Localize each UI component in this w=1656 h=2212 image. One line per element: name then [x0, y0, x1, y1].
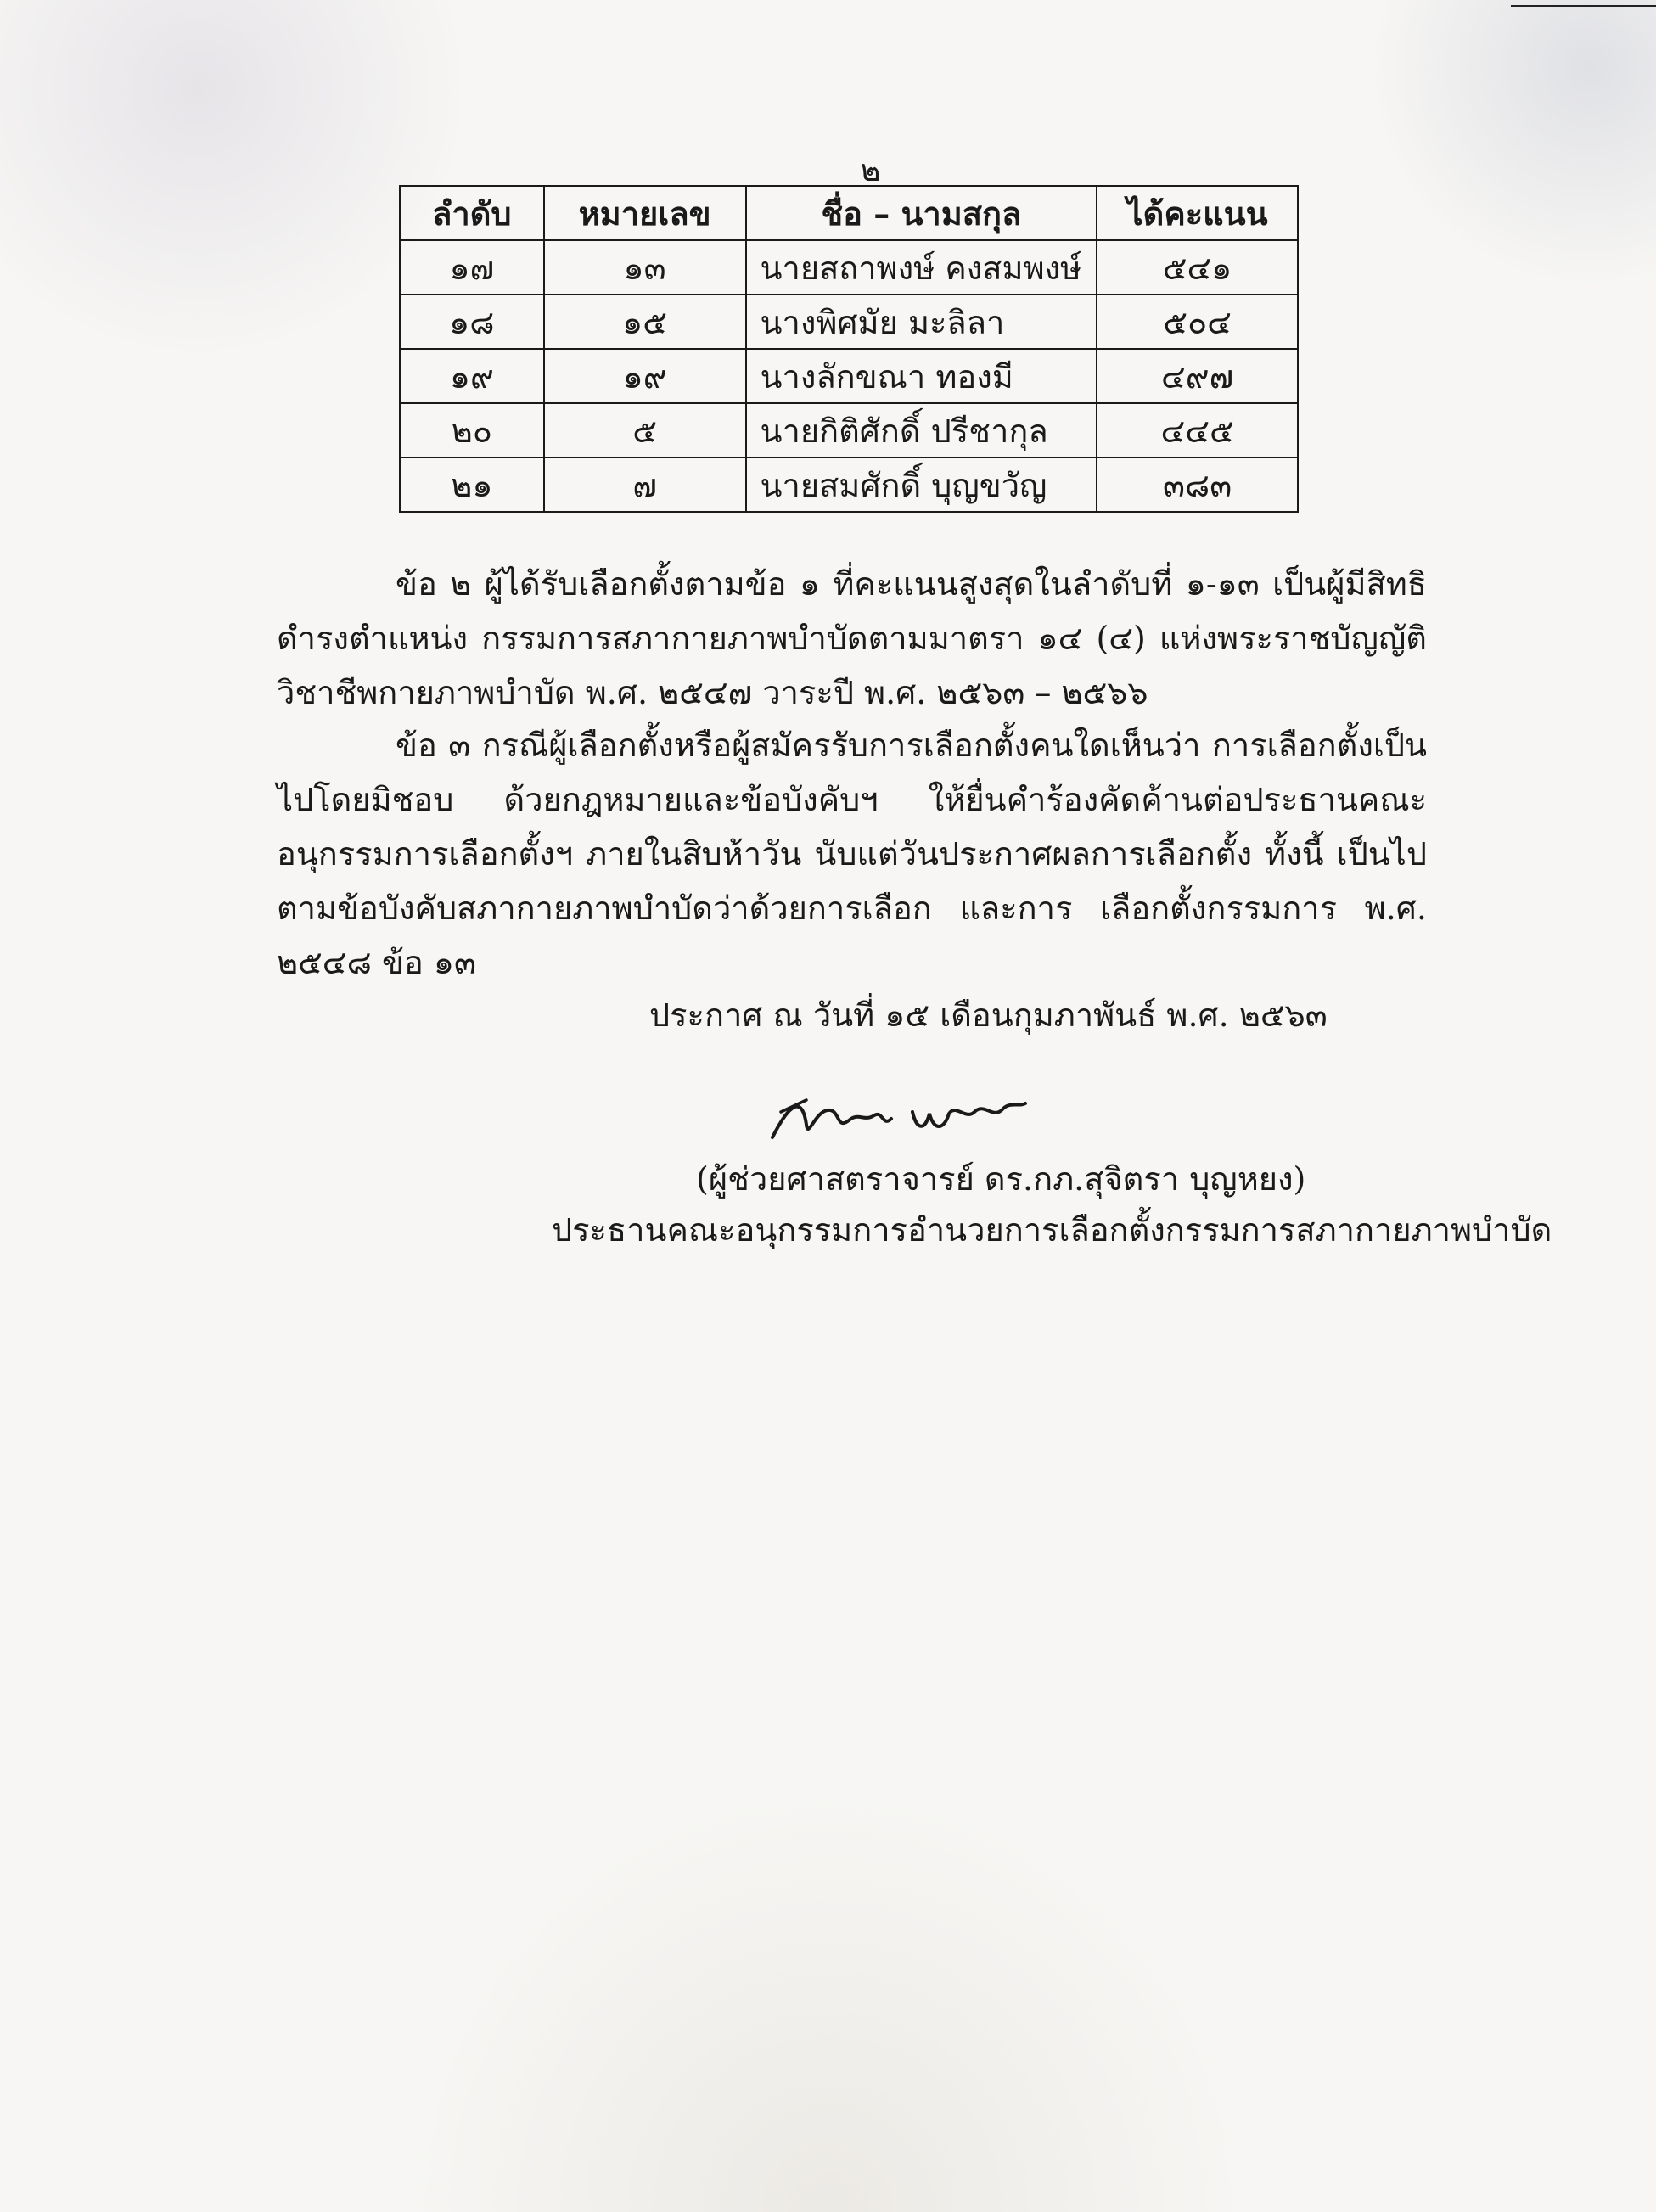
cell-rank: ๑๙: [400, 349, 544, 403]
table-row: [400, 295, 1298, 349]
cell-score: ๓๘๓: [1097, 458, 1298, 512]
cell-rank: ๑๗: [400, 240, 544, 295]
table-header-row: [400, 186, 1298, 240]
cell-name: นายกิติศักดิ์ ปรีชากุล: [746, 403, 1097, 458]
cell-name: นางลักขณา ทองมี: [746, 349, 1097, 403]
election-results-table: [399, 185, 1299, 513]
clause-2-block: [277, 557, 1427, 720]
cell-rank: ๒๑: [400, 458, 544, 512]
clause-3-text: ข้อ ๓ กรณีผู้เลือกตั้งหรือผู้สมัครรับการเลือกตั้งคนใดเห็นว่า การเลือกตั้งเป็นไปโดยมิชอบ ด้วยกฎหมายและข้อบังคับฯ ให้ยื่นคำร้องคัดค้านต่อประธานคณะอนุกรรมการเลือกตั้งฯ ภายในสิบห้าวัน นับแต่วันประกาศผลการเลือกตั้ง ทั้งนี้ เป็นไปตามข้อบังคับสภากายภาพบำบัดว่าด้วยการเลือก และการ เลือกตั้งกรรมการ พ.ศ. ๒๕๔๘ ข้อ ๑๓: [277, 727, 1427, 981]
announcement-date: ประกาศ ณ วันที่ ๑๕ เดือนกุมภาพันธ์ พ.ศ. ๒๕๖๓: [649, 997, 1328, 1034]
cell-name: นายสมศักดิ์ บุญขวัญ: [746, 458, 1097, 512]
handwritten-signature: [755, 1078, 1044, 1154]
cell-number: ๑๙: [544, 349, 746, 403]
cell-score: ๔๙๗: [1097, 349, 1298, 403]
cell-name: นางพิศมัย มะลิลา: [746, 295, 1097, 349]
cell-score: ๔๔๕: [1097, 403, 1298, 458]
cell-name: นายสถาพงษ์ คงสมพงษ์: [746, 240, 1097, 295]
table-row: [400, 403, 1298, 458]
header-number: หมายเลข: [544, 186, 746, 240]
top-edge-rule: [1511, 5, 1656, 7]
cell-rank: ๒๐: [400, 403, 544, 458]
cell-rank: ๑๘: [400, 295, 544, 349]
cell-score: ๕๐๔: [1097, 295, 1298, 349]
header-name: ชื่อ – นามสกุล: [746, 186, 1097, 240]
cell-number: ๑๓: [544, 240, 746, 295]
cell-score: ๕๔๑: [1097, 240, 1298, 295]
table-row: [400, 240, 1298, 295]
signatory-name: (ผู้ช่วยศาสตราจารย์ ดร.กภ.สุจิตรา บุญหยง): [696, 1160, 1306, 1198]
header-rank: ลำดับ: [400, 186, 544, 240]
page-number: ๒: [860, 154, 881, 188]
cell-number: ๗: [544, 458, 746, 512]
clause-2-text: ข้อ ๒ ผู้ได้รับเลือกตั้งตามข้อ ๑ ที่คะแนนสูงสุดในลำดับที่ ๑-๑๓ เป็นผู้มีสิทธิดำรงตำแหน่ง กรรมการสภากายภาพบำบัดตามมาตรา ๑๔ (๔) แห่งพระราชบัญญัติวิชาชีพกายภาพบำบัด พ.ศ. ๒๕๔๗ วาระปี พ.ศ. ๒๕๖๓ – ๒๕๖๖: [277, 565, 1427, 711]
cell-number: ๕: [544, 403, 746, 458]
signatory-title: ประธานคณะอนุกรรมการอำนวยการเลือกตั้งกรรมการสภากายภาพบำบัด: [552, 1211, 1552, 1249]
table-row: [400, 349, 1298, 403]
header-score: ได้คะแนน: [1097, 186, 1298, 240]
clause-3-block: [277, 718, 1427, 990]
cell-number: ๑๕: [544, 295, 746, 349]
table-row: [400, 458, 1298, 512]
